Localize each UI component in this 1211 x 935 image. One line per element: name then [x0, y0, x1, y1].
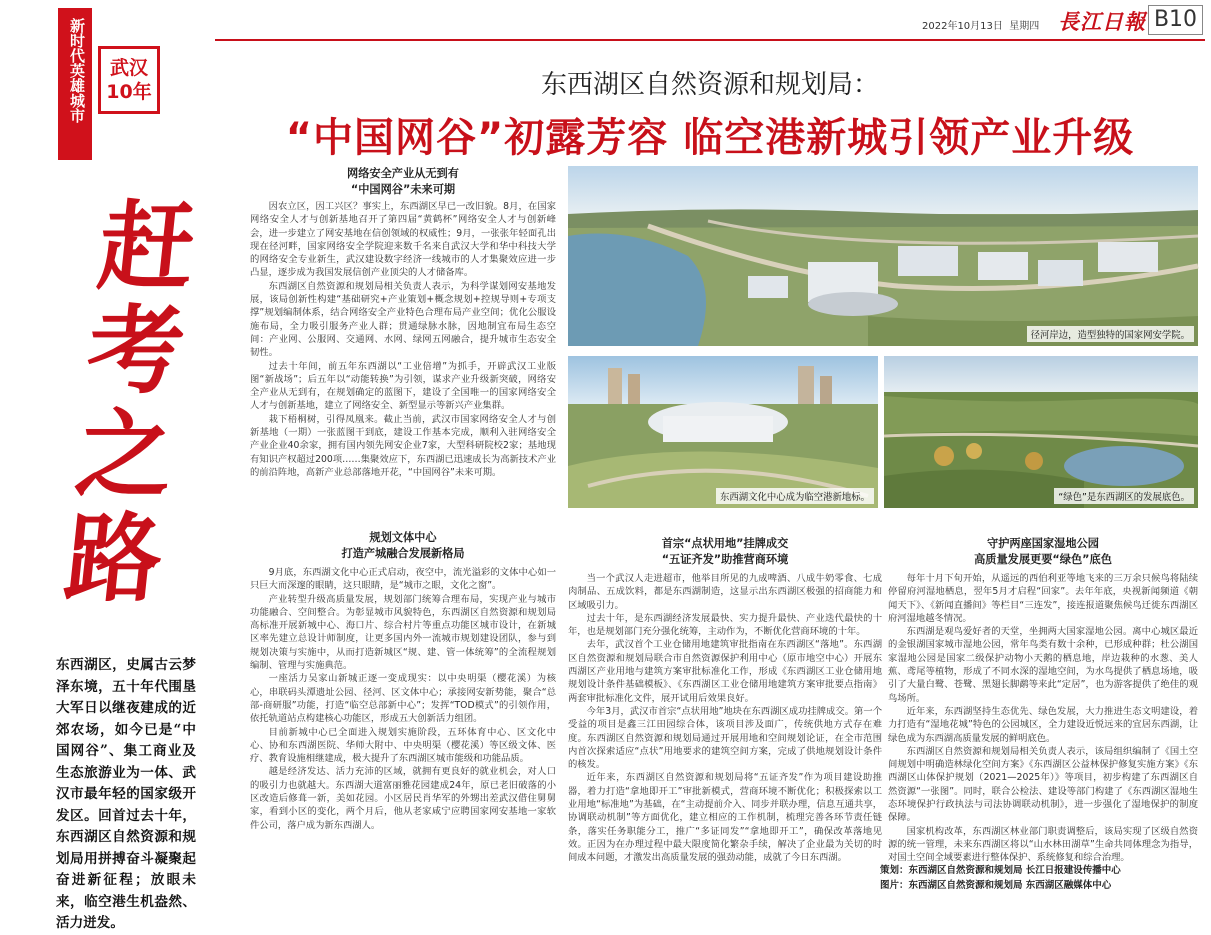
header-rule	[215, 39, 1205, 41]
section3-paragraph: 近年来，东西湖区自然资源和规划局将“五证齐发”作为项目建设助推器，着力打造“拿地即开工”审批新模式，营商环境不断优化；积极探索以工业用地“标准地”为基础，在“主动提前介入、同步并联办理，信息互通共享，协调联动机制”等方面优化，建立相应的工作机制，梳理完善各环节责任链条，落实任务职能分工，推广“多证同发”“拿地即开工”，确保改革落地见效。正因为在办理过程中最大限度简化繁杂手续，解决了企业最为关切的时间成本问题，才激发出高质量发展的强劲动能，成就了今日东西湖。	[568, 772, 882, 864]
page-number: B10	[1153, 7, 1198, 32]
section2-heading-line1: 规划文体中心	[369, 531, 437, 544]
section2-paragraph: 目前新城中心已全面进入规划实施阶段，五环体育中心、区文化中心、协和东西湖医院、华师大附中、中央明渠（樱花溪）等区级文体、医疗、教育设施相继建成，极大提升了东西湖区城市能级和功能品质。	[250, 726, 556, 765]
section2-paragraph: 一座活力吴家山新城正逐一变成现实：以中央明渠（樱花溪）为核心，串联码头潭遗址公园、径河、区文体中心；承接网安新势能，聚合“总部-商研服”功能，打造“临空总部新中心”；发挥“TOD模式”的引领作用，依托轨道站点构建核心功能区，形成五大创新活力组团。	[250, 673, 556, 725]
issue-date	[922, 17, 1039, 32]
section3-body	[568, 572, 882, 884]
culture-center-caption: 东西湖文化中心成为临空港新地标。	[716, 488, 874, 504]
weekday: 星期四	[1009, 21, 1040, 32]
section4-heading-line2: 高质量发展更要“绿色”底色	[974, 553, 1112, 566]
date: 2022年10月13日	[922, 21, 1003, 32]
main-photo	[568, 166, 1198, 346]
section4-paragraph: 东西湖区自然资源和规划局相关负责人表示，该局组织编制了《国土空间规划中明确造林绿化空间方案》《东西湖区公益林保护修复实施方案》《东西湖区山体保护规划（2021—2025年）》等项目，初步构建了东西湖区自然资源“一张图”。同时，联合公检法、建设等部门构建了《东西湖区湿地生态环境保护行政执法与司法协调联动机制》，进一步强化了湿地保护的制度保障。	[888, 745, 1198, 824]
section1-paragraph: 栽下梧桐树，引得凤凰来。截止当前，武汉市国家网络安全人才与创新基地（一期）一张蓝图干到底，建设工作基本完成，顺利入驻网络安全产业企业40余家，拥有国内领先网安企业7家，大型科研院校2家；基地现有知识产权超过200项……集聚效应下，东西湖已迅速成长为高新技术产业的前沿阵地，高新产业总部落地开花，“中国网谷”未来可期。	[250, 413, 556, 478]
main-headline: “中国网谷”初露芳容 临空港新城引领产业升级	[285, 115, 1135, 161]
image-credit: 图片：东西湖区自然资源和规划局 东西湖区融媒体中心	[880, 880, 1112, 891]
section2-paragraph: 越是经济发达、活力充沛的区域，就拥有更良好的就业机会，对人口的吸引力也就越大。东西湖大道富丽雅花园建成24年，原已老旧破落的小区改造后修葺一新，美如花园。小区居民肖华军的外甥出差武汉借住舅舅家，看到小区的变化，两个月后，他从老家咸宁应聘国家网安基地一家软件公司，落户成为新东西湖人。	[250, 766, 556, 831]
main-photo-caption: 径河岸边，造型独特的国家网安学院。	[1027, 326, 1194, 342]
section4-paragraph: 每年十月下旬开始，从遥远的西伯利亚等地飞来的三万余只候鸟将陆续停留府河湿地栖息，翌年5月才启程“回家”。去年年底，央视新闻频道《朝闻天下》、《新闻直播间》等栏目“三连发”，接连报道聚焦候鸟迁徙东西湖区府河湿地越冬情况。	[888, 573, 1198, 624]
headline-kicker: 东西湖区自然资源和规划局：	[540, 70, 879, 100]
main-photo-illustration	[568, 166, 1198, 346]
culture-center-illustration	[568, 356, 878, 508]
section4-paragraph: 近年来，东西湖坚持生态优先、绿色发展，大力推进生态文明建设，着力打造有“湿地花城”特色的公园城区，全力建设近悦远来的宜居东西湖，让绿色成为东西湖高质量发展的鲜明底色。	[888, 705, 1198, 744]
wuhan-10-badge	[98, 46, 160, 114]
section1-paragraph: 东西湖区自然资源和规划局相关负责人表示，为科学谋划网安基地发展，该局创新性构建“基础研究+产业策划+概念规划+控规导则+专项支撑”规划编制体系，结合网络安全产业特色合理布局产业空间；优化公服设施布局，全力吸引服务产业人群；贯通绿脉水脉，因地制宜布局生态空间：产业网、公服网、交通网、水网、绿网五网融合，提升城市生态安全韧性。	[250, 280, 556, 359]
section4-paragraph: 国家机构改革，东西湖区林业部门职责调整后，该局实现了区级自然资源的统一管理，未来东西湖区将以“山水林田湖草”生命共同体理念为指导，对国土空间全域要素进行整体保护、系统修复和综合治理。	[888, 825, 1198, 864]
section4-heading	[888, 536, 1198, 568]
sidebar-lead-text: 东西湖区，史属古云梦泽东境，五十年代围垦大军日以继夜建成的近郊农场，如今已是“中国网谷”、集工商业及生态旅游业为一体、武汉市最年轻的国家级开发区。回首过去十年，东西湖区自然资源和规划局用拼搏奋斗凝聚起奋进新征程；放眼未来，临空港生机盎然、活力迸发。	[56, 657, 196, 931]
culture-center-photo	[568, 356, 878, 508]
newspaper-logo: 長江日報	[1058, 9, 1146, 34]
section1-paragraph: 因农立区，因工兴区？事实上，东西湖区早已一改旧貌。8月，在国家网络安全人才与创新基地召开了第四届“黄鹤杯”网络安全人才与创新峰会，进一步建立了网安基地在信创领域的权威性；9月，一张张年轻面孔出现在径河畔，国家网络安全学院迎来数千名来自武汉大学和华中科技大学的网络安全专业新生，武汉建设数字经济一线城市的人才集聚效应进一步凸显，逐步成为我国发展信创产业顶尖的人才储备库。	[250, 201, 556, 279]
section3-heading-line2: “五证齐发”助推营商环境	[661, 553, 789, 566]
section4-body	[888, 572, 1198, 864]
section2-paragraph: 产业转型升级高质量发展，规划部门统筹合理布局，实现产业与城市功能融合、空间整合。为彰显城市风貌特色，东西湖区自然资源和规划局高标准开展新城中心、海口片、综合村片等重点功能区城市设计，在新城区率先建立总设计师制度，让更多国内外一流城市规划建设团队，参与到规划决策与实施中，从而打造新城区“规、建、管一体统筹”的全流程规划编制、管理与实施典范。	[250, 593, 556, 672]
wuhan-badge-line1: 武汉	[109, 57, 148, 79]
series-banner-text: 新时代英雄城市	[68, 18, 86, 123]
section1-heading	[250, 166, 556, 198]
section2-paragraph: 9月底，东西湖文化中心正式启动，夜空中，流光溢彩的文体中心如一只巨大而深邃的眼睛，这只眼睛，是“城市之眼，文化之窗”。	[250, 567, 556, 592]
section4-heading-line1: 守护两座国家湿地公园	[987, 537, 1099, 550]
section2-body	[250, 566, 556, 880]
wetland-photo	[884, 356, 1198, 508]
section1-heading-line2: “中国网谷”未来可期	[350, 183, 456, 196]
section2-heading	[250, 530, 556, 562]
section3-paragraph: 当一个武汉人走进超市，他举目所见的九成啤酒、八成牛奶零食、七成肉制品、五成饮料，都是东西湖制造，这显示出东西湖区极强的招商能力和区域吸引力。	[568, 573, 882, 611]
section3-paragraph: 今年3月，武汉市首宗“点状用地”地块在东西湖区成功挂牌成交。第一个受益的项目是鑫三江田园综合体，该项目涉及面广，传统供地方式存在难度。东西湖区自然资源和规划局通过开展用地和空间规划论证，在全市范围内首次探索适应“点状”用地要求的建筑空间方案，完成了供地规划设计条件的核发。	[568, 705, 882, 771]
section3-paragraph: 过去十年，是东西湖经济发展最快、实力提升最快、产业迭代最快的十年，也是规划部门充分强化统筹，主动作为，不断优化营商环境的十年。	[568, 612, 882, 638]
page-number-box	[1148, 5, 1203, 35]
calligraphy-title: 赶考之路	[59, 190, 201, 615]
section1-body	[250, 200, 556, 530]
series-banner	[58, 8, 92, 160]
wetland-caption: “绿色”是东西湖区的发展底色。	[1054, 488, 1194, 504]
section4-paragraph: 东西湖是观鸟爱好者的天堂，坐拥两大国家湿地公园。离中心城区最近的金银湖国家城市湿地公园，常年鸟类有数十余种，已形成种群；杜公湖国家湿地公园是国家二级保护动物小天鹅的栖息地，岸边栽种的水葱、美人蕉、鸢尾等植物，形成了不同水深的湿地空间，为水鸟提供了栖息场地，吸引了大量白鹭、苍鹭、黑翅长脚鹬等来此“定居”，也为游客提供了绝佳的观鸟场所。	[888, 626, 1198, 704]
section3-heading	[568, 536, 882, 568]
wuhan-badge-line2: 10年	[106, 81, 152, 103]
section1-heading-line1: 网络安全产业从无到有	[347, 167, 459, 180]
wetland-illustration	[884, 356, 1198, 508]
section1-paragraph: 过去十年间，前五年东西湖以“工业倍增”为抓手，开辟武汉工业版图“新战场”；后五年以“动能转换”为引领，谋求产业升级新突破，网络安全产业从无到有，在规划确定的蓝图下，建设了全国唯一的国家网络安全人才与创新基地，建立了网络安全、新型显示等新兴产业集群。	[250, 360, 556, 412]
section2-heading-line2: 打造产城融合发展新格局	[341, 547, 465, 560]
planning-credit: 策划：东西湖区自然资源和规划局 长江日报建设传播中心	[880, 865, 1121, 876]
section3-paragraph: 去年，武汉首个工业仓储用地建筑审批指南在东西湖区“落地”。东西湖区自然资源和规划局联合市自然资源保护利用中心（原市地空中心）开展东西湖区产业用地与建筑方案审批标准化工作，形成《东西湖区工业仓储用地规划设计条件基础模板》、《东西湖区工业仓储用地建筑方案审批要点指南》两套审批标准化文件，展开试用后效果良好。	[568, 639, 882, 704]
section3-heading-line1: 首宗“点状用地”挂牌成交	[661, 537, 789, 550]
